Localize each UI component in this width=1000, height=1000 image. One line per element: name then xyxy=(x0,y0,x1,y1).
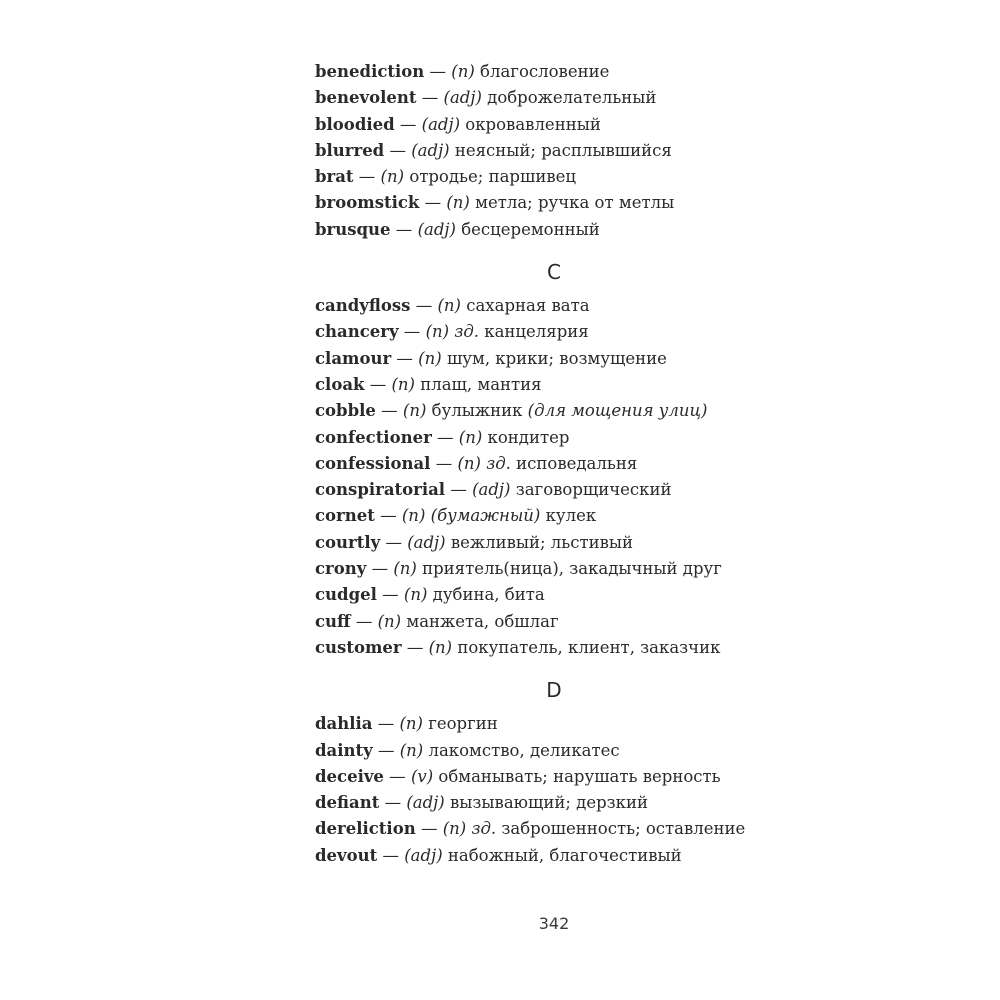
entry-headword: benediction xyxy=(315,62,425,81)
definition-segment: окровавленный xyxy=(465,114,601,134)
entry-pos: (n) xyxy=(401,506,426,526)
entry-pos: (adj) xyxy=(421,114,461,134)
entry-separator: — xyxy=(410,296,438,316)
definition-segment: вызывающий; дерзкий xyxy=(449,793,648,813)
entry-pos: (adj) xyxy=(417,219,456,239)
dictionary-entry xyxy=(315,190,793,216)
dictionary-entry xyxy=(315,319,793,345)
definition-segment: набожный, благочестивый xyxy=(447,845,682,865)
entry-separator: — xyxy=(424,62,452,81)
definition-segment: благословение xyxy=(480,62,610,81)
definition-segment: георгин xyxy=(428,714,498,734)
glossary-content xyxy=(315,59,793,869)
entry-headword: defiant xyxy=(315,793,380,813)
dictionary-entry xyxy=(315,530,793,556)
dictionary-entry xyxy=(315,711,793,737)
entry-headword: cornet xyxy=(315,506,375,526)
entry-headword: cloak xyxy=(315,374,365,394)
entry-pos: (v) xyxy=(410,766,434,786)
entry-headword: crony xyxy=(315,559,367,579)
entry-separator: — xyxy=(430,453,458,473)
entry-separator: — xyxy=(364,374,392,394)
definition-segment: зд. xyxy=(471,819,497,839)
entry-pos: (n) xyxy=(418,348,442,368)
page-number: 342 xyxy=(538,914,570,933)
entry-separator: — xyxy=(415,819,443,839)
dictionary-entry xyxy=(315,556,793,582)
entry-headword: confectioner xyxy=(315,427,432,447)
dictionary-entry xyxy=(315,790,793,816)
definition-segment: манжета, обшлаг xyxy=(406,611,559,631)
entry-headword: dahlia xyxy=(315,714,373,734)
entry-pos: (n) xyxy=(458,427,483,447)
entry-separator: — xyxy=(390,219,418,239)
definition-segment: канцелярия xyxy=(479,322,589,342)
entry-pos: (adj) xyxy=(404,845,443,865)
dictionary-entry xyxy=(315,843,793,869)
entry-headword: chancery xyxy=(315,322,399,342)
dictionary-entry xyxy=(315,398,793,424)
entry-pos: (n) xyxy=(377,611,402,631)
definition-segment: заброшенность; оставление xyxy=(496,819,746,839)
entry-headword: dainty xyxy=(315,740,373,760)
entry-pos: (n) xyxy=(457,453,481,473)
entry-separator: — xyxy=(350,611,378,631)
entry-separator: — xyxy=(377,845,405,865)
dictionary-entry xyxy=(315,138,793,164)
entry-headword: benevolent xyxy=(315,88,417,108)
entry-separator: — xyxy=(372,714,400,734)
dictionary-entry xyxy=(315,164,793,190)
definition-segment: зд. xyxy=(486,453,511,473)
definition-segment: бесцеремонный xyxy=(461,219,600,239)
entry-separator: — xyxy=(380,532,408,552)
entry-separator: — xyxy=(416,88,444,108)
entry-pos: (adj) xyxy=(443,88,482,108)
dictionary-entry xyxy=(315,609,793,635)
definition-segment: плащ, мантия xyxy=(420,374,542,394)
entry-headword: cudgel xyxy=(315,585,377,605)
entry-separator: — xyxy=(375,401,403,421)
definition-segment: доброжелательный xyxy=(487,88,657,108)
entry-headword: blurred xyxy=(315,140,385,160)
definition-segment: метла; ручка от метлы xyxy=(475,193,675,213)
entry-separator: — xyxy=(353,167,381,187)
definition-segment: обманывать; нарушать верность xyxy=(438,766,721,786)
dictionary-entry xyxy=(315,764,793,790)
entry-headword: candyfloss xyxy=(315,296,411,316)
definition-segment: исповедальня xyxy=(510,453,638,473)
entry-pos: (adj) xyxy=(407,532,446,552)
entry-separator: — xyxy=(366,559,394,579)
dictionary-entry xyxy=(315,425,793,451)
dictionary-entry xyxy=(315,346,793,372)
entry-pos: (n) xyxy=(393,559,417,579)
entry-pos: (n) xyxy=(402,401,427,421)
definition-segment: кондитер xyxy=(487,427,570,447)
entry-pos: (adj) xyxy=(411,140,450,160)
entry-headword: brat xyxy=(315,167,354,187)
entry-headword: deceive xyxy=(315,766,384,786)
entry-headword: cobble xyxy=(315,401,376,421)
entry-separator: — xyxy=(372,740,400,760)
entry-pos: (n) xyxy=(442,819,467,839)
entry-pos: (n) xyxy=(446,193,470,213)
definition-segment: дубина, бита xyxy=(432,585,545,605)
entry-separator: — xyxy=(398,322,426,342)
dictionary-entry xyxy=(315,582,793,608)
definition-segment: кулек xyxy=(540,506,597,526)
dictionary-entry xyxy=(315,738,793,764)
definition-segment: заговорщический xyxy=(515,480,672,500)
dictionary-entry xyxy=(315,503,793,529)
entry-headword: cuff xyxy=(315,611,351,631)
entry-headword: clamour xyxy=(315,348,392,368)
entry-headword: confessional xyxy=(315,453,431,473)
entry-separator: — xyxy=(394,114,422,134)
dictionary-entry xyxy=(315,85,793,111)
dictionary-entry xyxy=(315,59,793,85)
entry-headword: broomstick xyxy=(315,193,420,213)
entry-separator: — xyxy=(384,140,412,160)
entry-pos: (n) xyxy=(380,167,405,187)
entry-headword: courtly xyxy=(315,532,381,552)
entry-separator: — xyxy=(374,506,402,526)
entry-pos: (adj) xyxy=(406,793,445,813)
entry-headword: bloodied xyxy=(315,114,395,134)
definition-segment: вежливый; льстивый xyxy=(450,532,634,552)
entry-headword: brusque xyxy=(315,219,391,239)
entry-separator: — xyxy=(376,585,404,605)
dictionary-entry xyxy=(315,112,793,138)
dictionary-entry xyxy=(315,451,793,477)
dictionary-entry xyxy=(315,635,793,661)
entry-headword: dereliction xyxy=(315,819,416,839)
definition-segment: булыжник xyxy=(431,401,528,421)
section-letter-d: D xyxy=(546,678,562,703)
definition-segment: шум, крики; возмущение xyxy=(446,348,667,368)
entry-separator: — xyxy=(445,480,473,500)
entry-pos: (n) xyxy=(437,296,461,316)
definition-segment: лакомство, деликатес xyxy=(428,740,620,760)
section-letter-c: C xyxy=(547,260,561,285)
entry-separator: — xyxy=(419,193,447,213)
definition-segment: неясный; расплывшийся xyxy=(454,140,672,160)
dictionary-entry xyxy=(315,217,793,243)
entry-separator: — xyxy=(391,348,419,368)
definition-segment: зд. xyxy=(454,322,480,342)
dictionary-entry xyxy=(315,816,793,842)
definition-segment: (бумажный) xyxy=(430,506,541,526)
entry-pos: (n) xyxy=(403,585,428,605)
entry-headword: conspiratorial xyxy=(315,480,446,500)
entry-pos: (n) xyxy=(425,322,450,342)
entry-separator: — xyxy=(383,766,411,786)
entry-headword: devout xyxy=(315,845,378,865)
entry-pos: (n) xyxy=(399,740,424,760)
entry-separator: — xyxy=(401,637,429,657)
entry-separator: — xyxy=(379,793,407,813)
dictionary-entry xyxy=(315,372,793,398)
entry-pos: (adj) xyxy=(472,480,511,500)
entry-separator: — xyxy=(431,427,459,447)
definition-segment: (для мощения улиц) xyxy=(527,401,708,421)
definition-segment: приятель(ница), закадычный друг xyxy=(422,559,722,579)
entry-pos: (n) xyxy=(391,374,415,394)
definition-segment: отродье; паршивец xyxy=(409,167,576,187)
dictionary-entry xyxy=(315,477,793,503)
definition-segment: сахарная вата xyxy=(466,296,590,316)
definition-segment: покупатель, клиент, заказчик xyxy=(457,637,721,657)
entry-pos: (n) xyxy=(451,62,475,81)
entry-headword: customer xyxy=(315,637,402,657)
entry-pos: (n) xyxy=(399,714,423,734)
entry-pos: (n) xyxy=(428,637,453,657)
dictionary-entry xyxy=(315,293,793,319)
